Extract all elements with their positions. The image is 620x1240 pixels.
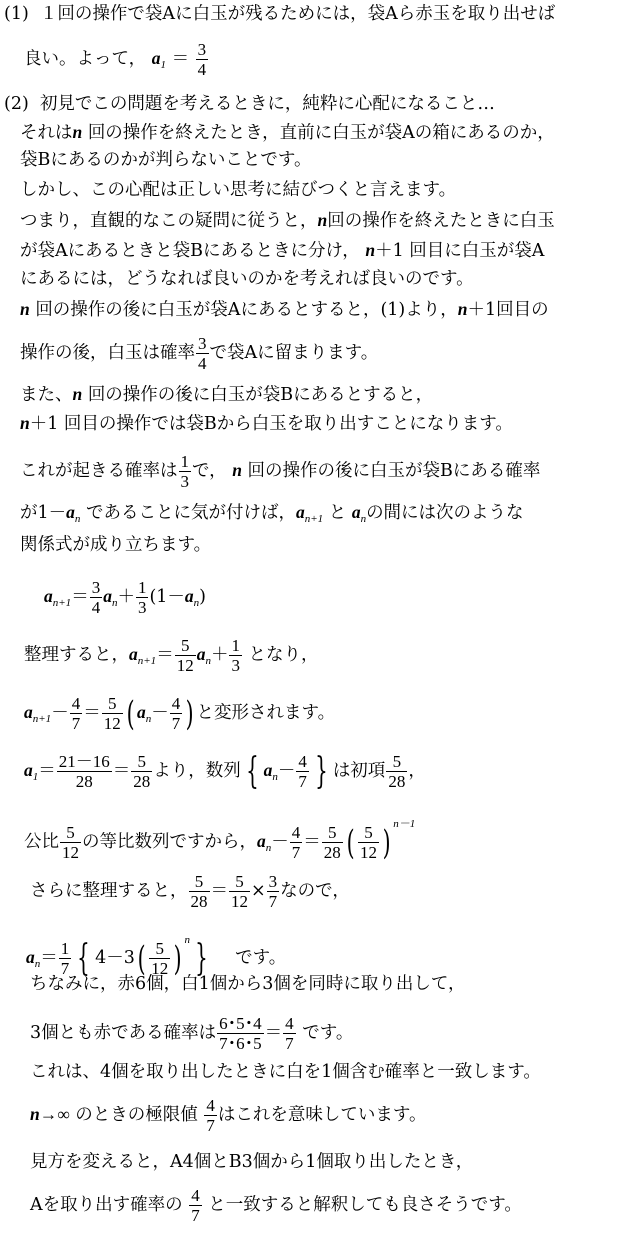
text-fragment: n－1	[393, 818, 416, 830]
text-fragment: －	[277, 761, 296, 781]
text-fragment: n+1	[304, 513, 324, 525]
p2-line13	[20, 533, 211, 557]
text-fragment: 28	[388, 772, 406, 791]
text-fragment: (1－	[149, 587, 185, 607]
text-fragment: それは	[20, 123, 73, 143]
text-fragment: 3個とも赤である確率は	[30, 1023, 217, 1043]
fraction	[102, 694, 123, 733]
equation-final: $a_n=$ $\frac{1}{7}$ { 4－3( $\frac{5}{12}$ ) $^n$ } です。	[26, 934, 287, 979]
text-fragment: 5	[358, 823, 379, 843]
text-fragment: 4	[197, 60, 207, 79]
equation-transformed: $a_{n+1}-$ $\frac{4}{7}$ ＝ $\frac{5}{12}$ ( $a_n-$ $\frac{4}{7}$ ) と変形されます。	[24, 693, 336, 734]
p2-line9	[20, 382, 433, 407]
text-fragment: 7	[60, 959, 70, 978]
text-fragment: 公比	[24, 832, 59, 852]
fraction	[175, 636, 196, 675]
p2-line11	[20, 452, 540, 491]
text-fragment: ＝	[264, 1023, 283, 1043]
text-fragment: n	[272, 771, 278, 783]
text-fragment: a	[136, 702, 146, 722]
text-fragment: )	[199, 587, 206, 607]
text-fragment: 5	[229, 872, 250, 892]
text-fragment: n	[360, 513, 367, 525]
text-fragment: にあるには，どうなれば良いのかを考えれば良いのです。	[20, 269, 474, 289]
text-fragment: 12	[62, 843, 79, 862]
tail-line2	[30, 1014, 353, 1053]
fraction	[189, 872, 210, 911]
text-fragment: n	[193, 597, 200, 609]
text-fragment: で袋Aに留まります。	[209, 343, 379, 363]
text-fragment: a	[263, 760, 273, 780]
text-fragment: 1	[60, 939, 70, 958]
text-fragment: 4	[191, 1186, 200, 1205]
text-fragment: 見方を変えると，A4個とB3個から1個取り出したとき，	[30, 1152, 474, 1172]
text-fragment: 4	[198, 354, 207, 373]
text-fragment: は初項	[332, 761, 386, 781]
text-fragment: 3	[91, 578, 101, 597]
text-fragment: ＝	[40, 948, 58, 968]
text-fragment: 5	[322, 823, 343, 843]
fraction	[290, 823, 303, 862]
text-fragment: 12	[103, 714, 121, 733]
text-fragment: n+1	[137, 655, 157, 667]
p1-line1	[4, 2, 555, 26]
text-fragment: n	[365, 240, 376, 260]
text-fragment: n	[74, 513, 81, 525]
text-fragment: 5	[102, 694, 123, 714]
text-fragment: なので，	[280, 881, 350, 901]
text-fragment: 21－16	[58, 752, 110, 771]
text-fragment: です。	[302, 1023, 354, 1043]
text-fragment: n	[457, 299, 468, 319]
text-fragment: 3	[137, 598, 147, 617]
text-fragment: a	[129, 644, 138, 664]
p2-line4	[20, 208, 555, 233]
fraction	[322, 823, 343, 862]
p1-marker: (1)	[4, 4, 29, 24]
text-fragment: の間には次のような	[366, 503, 524, 523]
text-fragment: a	[24, 702, 33, 722]
p2-line5	[20, 238, 544, 263]
p2-line2	[20, 148, 311, 172]
text-fragment: 7	[206, 1116, 215, 1135]
text-fragment: 3	[231, 656, 240, 675]
text-fragment: ＝	[303, 832, 321, 852]
text-fragment: a	[257, 831, 266, 851]
text-fragment: ，	[408, 761, 426, 781]
text-fragment: 4	[206, 1096, 215, 1115]
text-fragment: 7	[298, 772, 307, 791]
text-fragment: 5	[149, 939, 170, 959]
tail-line3	[30, 1060, 541, 1084]
fraction	[229, 636, 242, 675]
text-fragment: が袋Aにあるときと袋Bにあるときに分け，	[20, 241, 360, 261]
text-fragment: ＋1 回目に白玉が袋A	[375, 241, 545, 261]
text-fragment: と変形されます。	[196, 703, 336, 723]
fraction-3-4	[196, 40, 209, 79]
text-fragment: で，	[192, 461, 227, 481]
tail-line6	[30, 1186, 522, 1225]
text-fragment: 4	[91, 598, 101, 617]
text-fragment: 4－3	[95, 948, 135, 968]
text-fragment: 回の操作の後に白玉が袋Bにある確率	[247, 461, 541, 481]
text-fragment: これは、4個を取り出したときに白を1個含む確率と一致します。	[30, 1062, 541, 1082]
fraction	[90, 578, 103, 617]
text-fragment: 3	[197, 40, 207, 59]
text-fragment: n+1	[32, 713, 52, 725]
text-fragment: 5	[131, 752, 152, 772]
text-fragment: より，数列	[153, 761, 241, 781]
text-fragment: n	[205, 655, 211, 667]
p2-line10	[20, 411, 513, 436]
text-fragment: ＋	[210, 645, 229, 665]
p2-line3	[20, 178, 456, 202]
text-fragment: 良い。よって，	[24, 49, 147, 69]
text-fragment: ＝	[83, 703, 101, 723]
text-fragment: a	[103, 586, 112, 606]
fraction	[204, 1096, 217, 1135]
tail-line4	[30, 1096, 426, 1135]
fraction	[196, 334, 209, 373]
p1-text1: １回の操作で袋Aに白玉が残るためには，袋Aら赤玉を取り出せば	[39, 4, 556, 24]
text-fragment: 28	[75, 772, 93, 791]
text-fragment: n	[20, 413, 30, 433]
text-fragment: 4	[171, 694, 181, 713]
text-fragment: n	[72, 384, 83, 404]
text-fragment: 7	[268, 892, 278, 911]
text-fragment: 4	[285, 1014, 294, 1033]
text-fragment: 初見でこの問題を考えるときに，純粋に心配になること…	[39, 94, 495, 114]
text-fragment: 4	[291, 823, 301, 842]
text-fragment: ＝	[71, 587, 89, 607]
text-fragment: ＝	[171, 49, 190, 69]
text-fragment: つまり，直観的なこの疑問に従うと，	[20, 211, 318, 231]
text-fragment: 1	[231, 636, 240, 655]
text-fragment: －	[271, 832, 289, 852]
fraction	[170, 694, 183, 733]
text-fragment: n	[317, 210, 328, 230]
text-fragment: n→∞	[30, 1104, 70, 1124]
text-fragment: 3	[268, 872, 278, 891]
text-fragment: 1	[180, 452, 189, 471]
text-fragment: ＝	[210, 881, 228, 901]
text-fragment: 5	[189, 872, 210, 892]
text-fragment: a	[196, 644, 206, 664]
text-fragment: n	[111, 597, 118, 609]
text-fragment: ＋	[117, 587, 135, 607]
text-fragment: 袋Bにあるのかが判らないことです。	[20, 150, 312, 170]
equation-factor	[30, 872, 350, 911]
text-fragment: 回の操作を終えたときに白玉	[327, 211, 555, 231]
text-fragment: です。	[235, 948, 287, 968]
p2-intro	[4, 92, 495, 116]
text-fragment: 1	[32, 771, 39, 783]
text-fragment: a	[151, 48, 161, 68]
fraction	[267, 872, 280, 911]
equation-simplified	[24, 636, 319, 675]
text-fragment: 3	[180, 472, 189, 491]
fraction	[296, 752, 309, 791]
text-fragment: のときの極限値	[75, 1105, 198, 1125]
text-fragment: 1	[160, 59, 166, 71]
text-fragment: と一致すると解釈しても良さそうです。	[208, 1195, 522, 1215]
text-fragment: n	[265, 842, 272, 854]
text-fragment: n+1	[52, 597, 72, 609]
text-fragment: ＋1 回目の操作では袋Bから白玉を取り出すことになります。	[29, 414, 513, 434]
text-fragment: 12	[231, 892, 248, 911]
text-fragment: これが起きる確率は	[20, 461, 178, 481]
text-fragment: であることに気が付けば，	[85, 503, 296, 523]
text-fragment: 7･6･5	[219, 1034, 262, 1053]
text-fragment: 回の操作の後に白玉が袋Bにあるとすると，	[87, 385, 434, 405]
text-fragment: 5	[175, 636, 196, 656]
text-fragment: 7	[291, 843, 301, 862]
fraction	[386, 752, 407, 791]
text-fragment: ＝	[156, 645, 174, 665]
text-fragment: Aを取り出す確率の	[30, 1195, 183, 1215]
text-fragment: －	[51, 703, 69, 723]
fraction	[57, 752, 112, 791]
text-fragment: ＝	[112, 761, 131, 781]
text-fragment: 7	[171, 714, 181, 733]
text-fragment: 12	[151, 959, 169, 978]
text-fragment: しかし、この心配は正しい思考に結びつくと言えます。	[20, 180, 457, 200]
text-fragment: 操作の後，白玉は確率	[20, 343, 195, 363]
text-fragment: 3	[198, 334, 207, 353]
fraction	[179, 452, 192, 491]
text-fragment: ＋1回目の	[467, 300, 549, 320]
tail-line5	[30, 1150, 473, 1174]
text-fragment: a	[351, 502, 361, 522]
text-fragment: ×	[251, 881, 266, 901]
text-fragment: 7	[71, 714, 81, 733]
p2-line8	[20, 334, 378, 373]
tail-line1	[30, 972, 466, 996]
text-fragment: a	[184, 586, 194, 606]
p2-line1	[20, 120, 555, 145]
p1-line2	[24, 40, 209, 79]
fraction	[189, 1186, 202, 1225]
p2-line7	[20, 297, 549, 322]
text-fragment: 回の操作を終えたとき，直前に白玉が袋Aの箱にあるのか，	[87, 123, 555, 143]
text-fragment: 7	[191, 1206, 200, 1225]
text-fragment: ＝	[38, 761, 56, 781]
text-fragment: となり，	[248, 645, 319, 665]
equation-general-term: 公比 $\frac{5}{12}$ の等比数列ですから，$a_n-$ $\frac{4}{7}$ ＝ $\frac{5}{28}$ ( $\frac{5}{12}$ ) $^{n-1}$	[24, 818, 416, 863]
text-fragment: 12	[176, 656, 194, 675]
text-fragment: a	[24, 760, 33, 780]
text-fragment: 4	[71, 694, 81, 713]
fraction	[60, 823, 81, 862]
text-fragment: n	[20, 299, 30, 319]
text-fragment: a	[66, 502, 75, 522]
text-fragment: n	[72, 122, 83, 142]
equation-initial-term: $a_1=$ $\frac{21-16}{28}$ ＝ $\frac{5}{28}$ より，数列 { $a_n-$ $\frac{4}{7}$ } は初項 $\frac{5}{28}$ ，	[24, 750, 426, 792]
text-fragment: 5	[60, 823, 81, 843]
text-fragment: －	[151, 703, 169, 723]
text-fragment: a	[44, 586, 53, 606]
p2-line6	[20, 267, 474, 291]
text-fragment: ちなみに，赤6個，白1個から3個を同時に取り出して，	[30, 974, 466, 994]
text-fragment: 1	[137, 578, 147, 597]
text-fragment: 関係式が成り立ちます。	[20, 535, 212, 555]
text-fragment: 28	[190, 892, 208, 911]
text-fragment: n	[232, 460, 242, 480]
text-fragment: 4	[298, 752, 307, 771]
fraction	[70, 694, 83, 733]
text-fragment: の等比数列ですから，	[82, 832, 257, 852]
text-fragment: a	[295, 502, 305, 522]
fraction	[229, 872, 250, 911]
text-fragment: 整理すると，	[24, 645, 129, 665]
fraction	[283, 1014, 296, 1053]
text-fragment: と	[328, 503, 347, 523]
text-fragment: 回の操作の後に白玉が袋Aにあるとすると，(1)より，	[35, 300, 458, 320]
p2-line12	[20, 500, 524, 531]
text-fragment: さらに整理すると，	[30, 881, 188, 901]
text-fragment: 5	[386, 752, 407, 772]
text-fragment: n	[145, 713, 152, 725]
text-fragment: n	[184, 934, 190, 946]
fraction	[217, 1014, 264, 1053]
text-fragment: が1－	[20, 503, 67, 523]
text-fragment: n	[34, 958, 41, 970]
text-fragment: また、	[20, 385, 73, 405]
text-fragment: 7	[285, 1034, 294, 1053]
fraction	[136, 578, 149, 617]
text-fragment: はこれを意味しています。	[217, 1105, 427, 1125]
text-fragment: (2)	[4, 94, 29, 114]
fraction	[131, 752, 152, 791]
equation-recurrence	[44, 578, 206, 617]
text-fragment: 28	[133, 772, 151, 791]
fraction	[358, 823, 379, 862]
text-fragment: 6･5･4	[219, 1014, 262, 1033]
text-fragment: 28	[323, 843, 341, 862]
text-fragment: a	[26, 947, 35, 967]
text-fragment: 12	[360, 843, 378, 862]
